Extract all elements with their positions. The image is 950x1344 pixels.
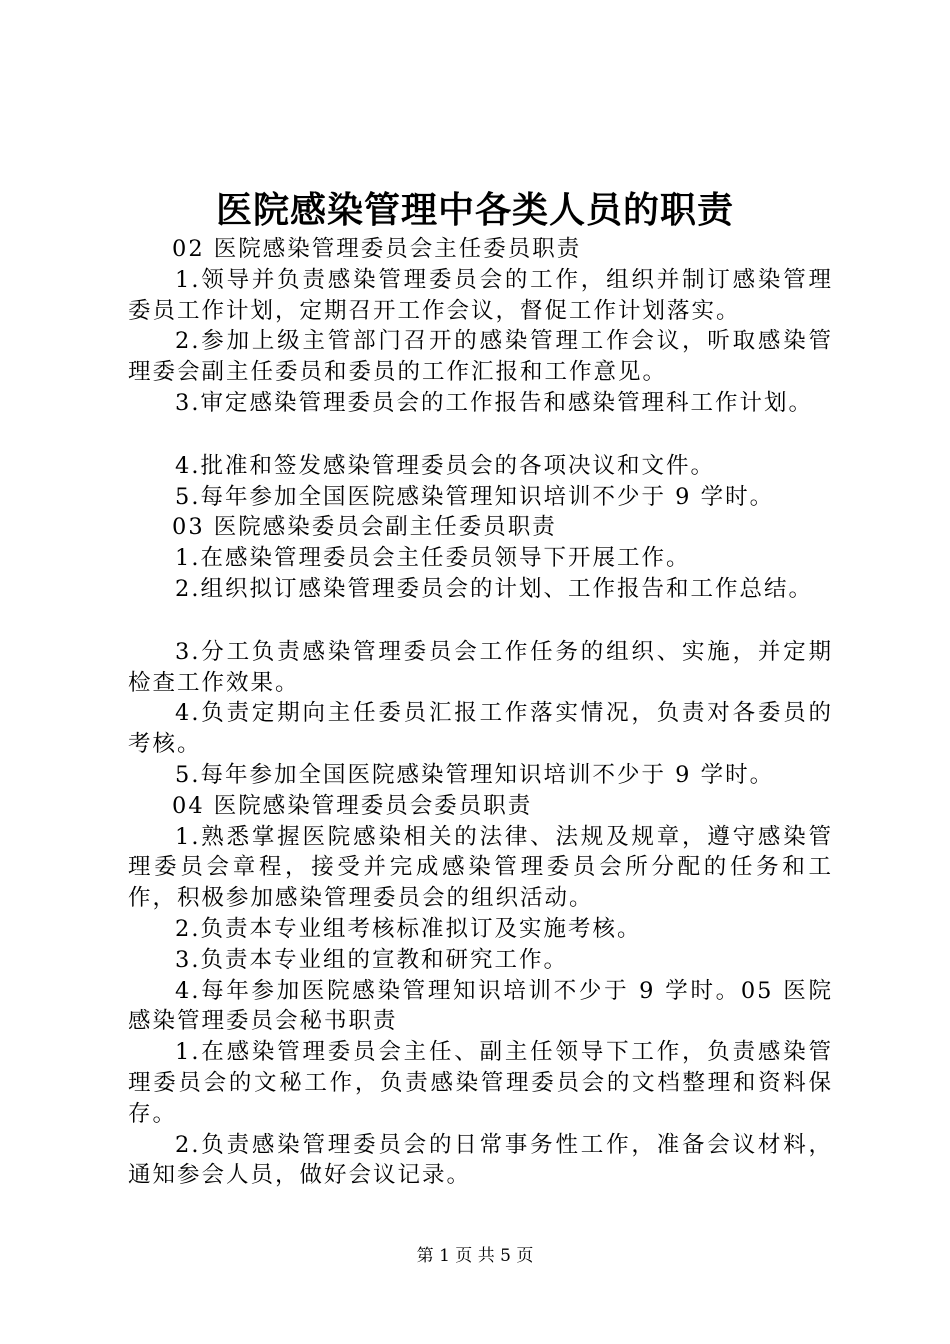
paragraph: 2.组织拟订感染管理委员会的计划、工作报告和工作总结。	[175, 575, 813, 602]
document-title: 医院感染管理中各类人员的职责	[215, 189, 734, 231]
paragraph: 1.熟悉掌握医院感染相关的法律、法规及规章，遵守感染管理委员会章程，接受并完成感染管理委员会所分配的任务和工作，积极参加感染管理委员会的组织活动。	[128, 823, 833, 912]
page-number-footer: 第 1 页 共 5 页	[416, 1246, 534, 1266]
document-body	[128, 234, 833, 1191]
paragraph: 4.每年参加医院感染管理知识培训不少于 9 学时。05 医院感染管理委员会秘书职责	[128, 977, 833, 1035]
paragraph: 1.领导并负责感染管理委员会的工作，组织并制订感染管理委员工作计划，定期召开工作会议，督促工作计划落实。	[128, 266, 833, 324]
paragraph: 5.每年参加全国医院感染管理知识培训不少于 9 学时。	[175, 761, 775, 788]
section-heading-04: 04 医院感染管理委员会委员职责	[172, 792, 533, 819]
paragraph: 3.审定感染管理委员会的工作报告和感染管理科工作计划。	[175, 389, 813, 416]
section-heading-02: 02 医院感染管理委员会主任委员职责	[172, 236, 582, 262]
section-heading-03: 03 医院感染委员会副主任委员职责	[172, 514, 557, 541]
paragraph: 5.每年参加全国医院感染管理知识培训不少于 9 学时。	[175, 483, 775, 510]
paragraph: 2.负责感染管理委员会的日常事务性工作，准备会议材料，通知参会人员，做好会议记录。	[128, 1131, 833, 1189]
paragraph: 1.在感染管理委员会主任委员领导下开展工作。	[175, 545, 691, 572]
paragraph: 2.负责本专业组考核标准拟订及实施考核。	[175, 915, 642, 942]
paragraph: 4.负责定期向主任委员汇报工作落实情况，负责对各委员的考核。	[128, 700, 833, 758]
paragraph: 4.批准和签发感染管理委员会的各项决议和文件。	[175, 452, 715, 479]
paragraph: 3.分工负责感染管理委员会工作任务的组织、实施，并定期检查工作效果。	[128, 638, 833, 696]
paragraph: 3.负责本专业组的宣教和研究工作。	[175, 946, 568, 973]
paragraph: 2.参加上级主管部门召开的感染管理工作会议，听取感染管理委会副主任委员和委员的工作汇报和工作意见。	[128, 328, 833, 386]
paragraph: 1.在感染管理委员会主任、副主任领导下工作，负责感染管理委员会的文秘工作，负责感染管理委员会的文档整理和资料保存。	[128, 1039, 833, 1127]
